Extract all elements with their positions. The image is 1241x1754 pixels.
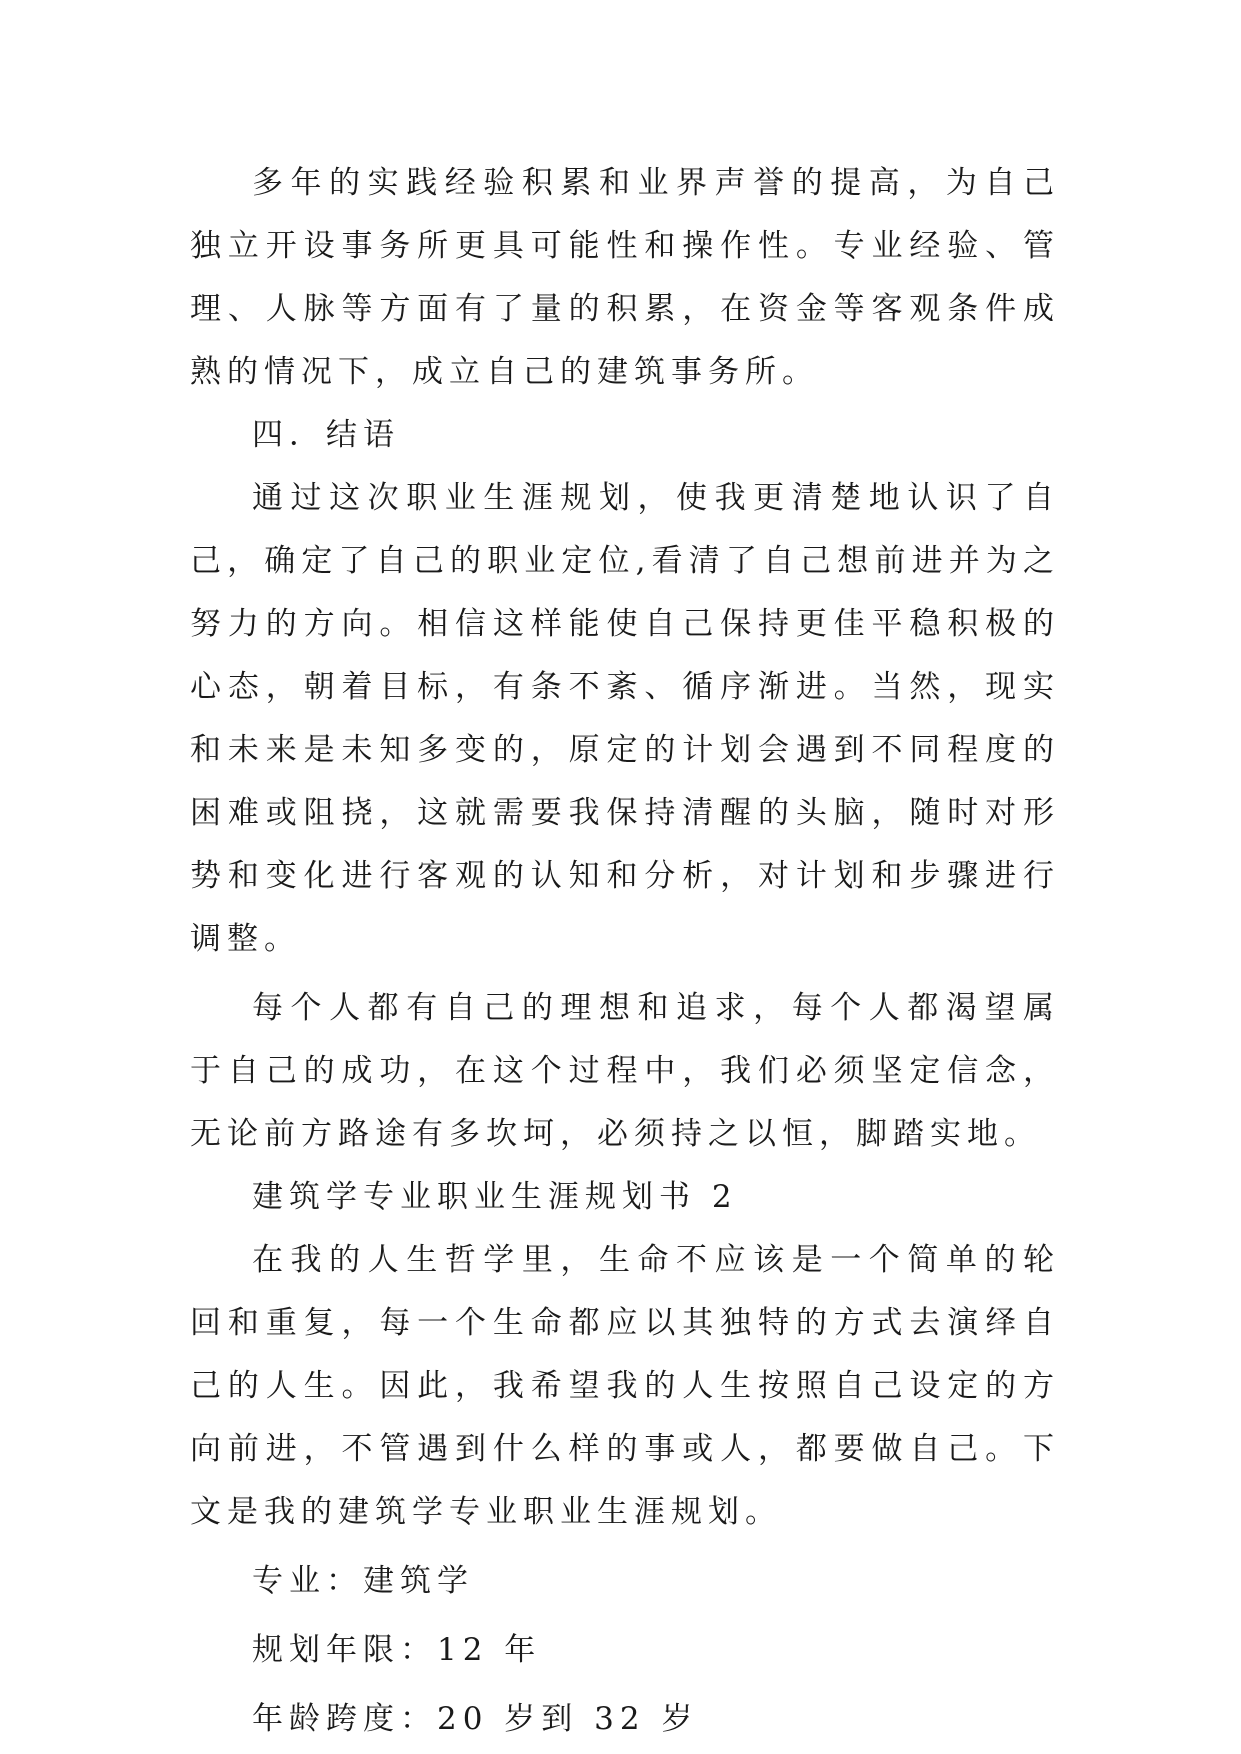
document-body [190,152,1060,1751]
paragraph-conclusion: 通过这次职业生涯规划，使我更清楚地认识了自己，确定了自己的职业定位,看清了自己想前进并为之努力的方向。相信这样能使自己保持更佳平稳积极的心态，朝着目标，有条不紊、循序渐进。当然，现实和未来是未知多变的，原定的计划会遇到不同程度的困难或阻挠，这就需要我保持清醒的头脑，随时对形势和变化进行客观的认知和分析，对计划和步骤进行调整。 [190,480,1060,957]
info-planning-years: 规划年限：12 年 [252,1632,542,1668]
paragraph-practice-experience: 多年的实践经验积累和业界声誉的提高，为自己独立开设事务所更具可能性和操作性。专业经验、管理、人脉等方面有了量的积累，在资金等客观条件成熟的情况下，成立自己的建筑事务所。 [190,165,1060,390]
info-age-range: 年龄跨度：20 岁到 32 岁 [252,1701,699,1737]
section-heading-conclusion: 四．结语 [252,417,400,453]
document-title-2: 建筑学专业职业生涯规划书 2 [252,1179,738,1215]
paragraph-life-philosophy: 在我的人生哲学里，生命不应该是一个简单的轮回和重复，每一个生命都应以其独特的方式去演绎自己的人生。因此，我希望我的人生按照自己设定的方向前进，不管遇到什么样的事或人，都要做自己。下文是我的建筑学专业职业生涯规划。 [190,1242,1060,1530]
info-major: 专业：建筑学 [252,1563,474,1599]
paragraph-ideals: 每个人都有自己的理想和追求，每个人都渴望属于自己的成功，在这个过程中，我们必须坚定信念，无论前方路途有多坎坷，必须持之以恒，脚踏实地。 [190,990,1060,1152]
